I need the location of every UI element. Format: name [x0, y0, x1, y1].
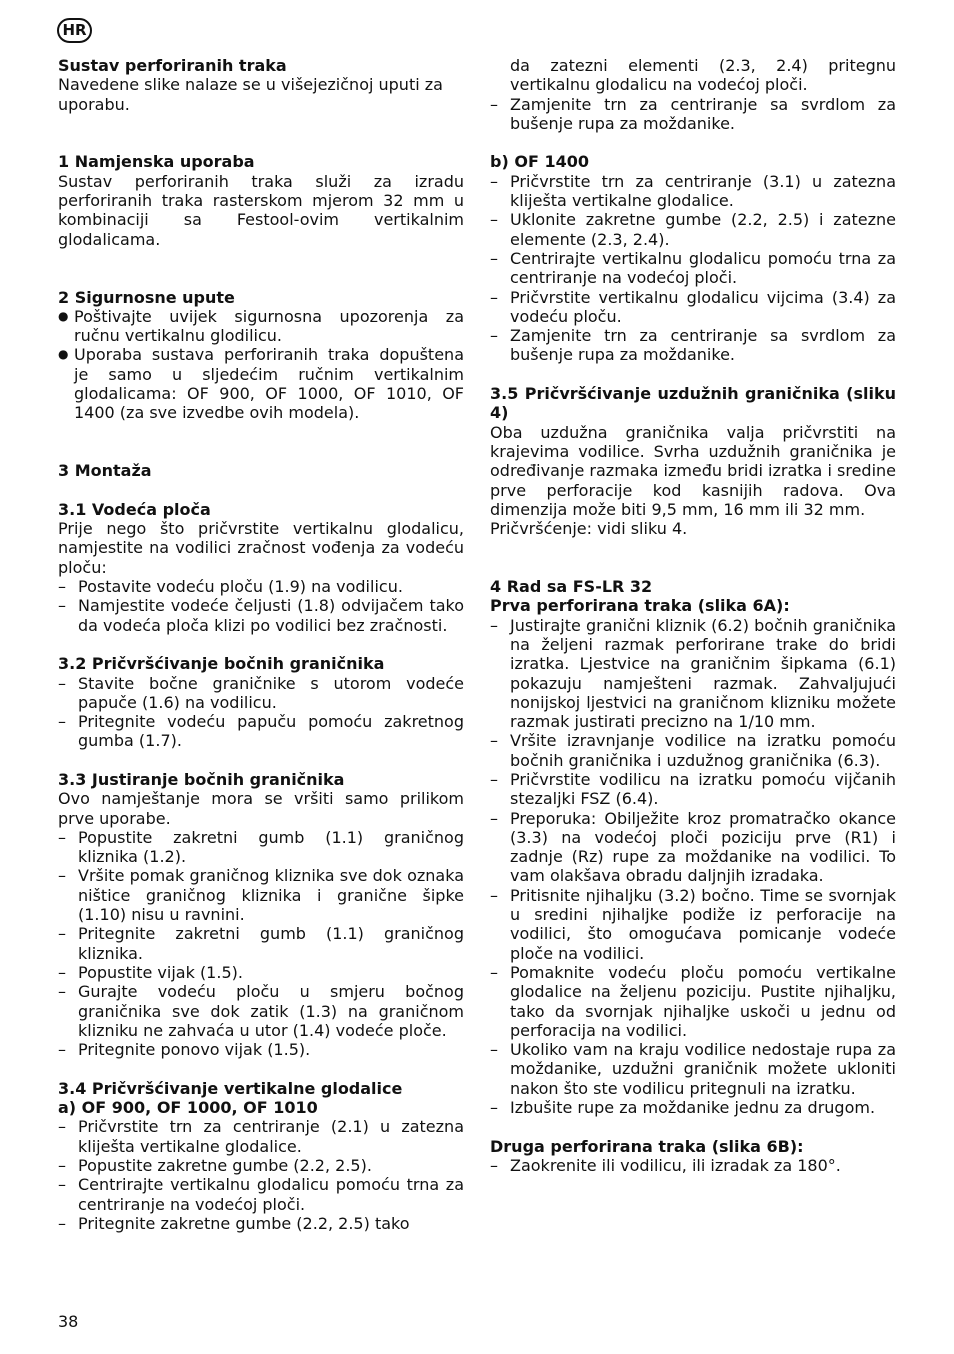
section-1-text: Sustav perforiranih traka služi za izradu perforiranih traka rasterskom mjerom 32 mm u kombinaciji sa Festool-ovim vertikalnim glodalicama.	[58, 171, 464, 249]
right-column	[490, 56, 896, 1175]
section-4a-list	[490, 616, 896, 1118]
language-badge: HR	[57, 18, 92, 43]
list-item: – Zamjenite trn za centriranje sa svrdlom za bušenje rupa za moždanike.	[490, 95, 896, 134]
list-item: – Pritegnite ponovo vijak (1.5).	[58, 1040, 464, 1059]
list-item: – Pritegnite zakretne gumbe (2.2, 2.5) tako	[58, 1214, 464, 1233]
section-3-4-title: 3.4 Pričvršćivanje vertikalne glodalice	[58, 1078, 403, 1098]
page-number: 38	[58, 1312, 79, 1331]
section-4b-list	[490, 1156, 896, 1175]
list-item: – Uklonite zakretne gumbe (2.2, 2.5) i zatezne elemente (2.3, 2.4).	[490, 210, 896, 249]
list-item: – Justirajte granični kliznik (6.2) bočnih graničnika na željeni razmak perforirane trake do bridi izratka. Ljestvice na graničnim šipkama (6.1) pokazuju namješteni razmak. Zahvaljujući nonijskoj ljestvici na graničnom klizniku možete razmak justirati precizno na 1/10 mm.	[490, 616, 896, 732]
list-item: ● Uporaba sustava perforiranih traka dopuštena je samo u sljedećim ručnim vertikalnim glodalicama: OF 900, OF 1000, OF 1010, OF 1400 (za sve izvedbe ovih modela).	[58, 345, 464, 422]
list-item: – Ukoliko vam na kraju vodilice nedostaje rupa za moždanike, uzdužni graničnik možete ukloniti nakon što ste vodilicu pritegnuli na izratku.	[490, 1040, 896, 1098]
section-4b-title: Druga perforirana traka (slika 6B):	[490, 1136, 804, 1156]
section-3-3-list	[58, 828, 464, 1060]
safety-list	[58, 307, 464, 423]
intro-title: Sustav perforiranih traka	[58, 56, 287, 75]
list-item: – Pritisnite njihaljku (3.2) bočno. Time se svornjak u sredini njihaljke podiže iz perforacije na vodilici, što omogućava pomicanje vodeće ploče na vodilici.	[490, 886, 896, 963]
left-column	[58, 56, 464, 1233]
list-item: – Zaokrenite ili vodilicu, ili izradak za 180°.	[490, 1156, 896, 1175]
section-3-2-title: 3.2 Pričvršćivanje bočnih graničnika	[58, 654, 385, 674]
section-3-4b-title: b) OF 1400	[490, 152, 589, 172]
list-item: – Preporuka: Obilježite kroz promatračko okance (3.3) na vodećoj ploči poziciju prve (R1) i zadnje (Rz) rupe za moždanike na vodilici. To vam olakšava obradu daljnjih izradaka.	[490, 809, 896, 886]
section-3-5-text-2: Pričvršćenje: vidi sliku 4.	[490, 519, 688, 539]
list-item: – Pričvrstite trn za centriranje (3.1) u zatezna kliješta vertikalne glodalice.	[490, 172, 896, 211]
section-3-1-text: Prije nego što pričvrstite vertikalnu glodalicu, namjestite na vodilici zračnost vođenja za vodeću ploču:	[58, 519, 464, 577]
list-item: – Vršite izravnjanje vodilice na izratku pomoću bočnih graničnika i uzdužnog graničnika (6.3).	[490, 731, 896, 770]
list-item: – Pomaknite vodeću ploču pomoću vertikalne glodalice na željenu poziciju. Pustite njihaljku, tako da svornjak njihaljke uskoči u jednu od perforacija na vodilici.	[490, 963, 896, 1040]
section-3-5-text: Oba uzdužna graničnika valja pričvrstiti na krajevima vodilice. Svrha uzdužnih graničnika je određivanje razmaka između bridi izratka i sredine prve perforacije kod kasnijih radova. Ova dimenzija može biti 9,5 mm, 16 mm ili 32 mm.	[490, 422, 896, 519]
section-3-4b-list	[490, 172, 896, 365]
section-3-3-title: 3.3 Justiranje bočnih graničnika	[58, 769, 345, 789]
section-3-5-title: 3.5 Pričvršćivanje uzdužnih graničnika (sliku 4)	[490, 384, 896, 423]
continued-list	[490, 95, 896, 134]
section-3-2-list	[58, 674, 464, 751]
list-item: – Popustite zakretne gumbe (2.2, 2.5).	[58, 1156, 464, 1175]
section-3-4a-list	[58, 1117, 464, 1233]
list-item: – Centrirajte vertikalnu glodalicu pomoću trna za centriranje na vodećoj ploči.	[490, 249, 896, 288]
list-item: – Stavite bočne graničnike s utorom vodeće papuče (1.6) na vodilicu.	[58, 674, 464, 713]
list-item: – Postavite vodeću ploču (1.9) na vodilicu.	[58, 577, 464, 596]
continued-text: da zatezni elementi (2.3, 2.4) pritegnu vertikalnu glodalicu na vodećoj ploči.	[510, 56, 896, 95]
list-item: ● Poštivajte uvijek sigurnosna upozorenja za ručnu vertikalnu glodilicu.	[58, 307, 464, 346]
intro-text: Navedene slike nalaze se u višejezičnoj uputi za uporabu.	[58, 75, 443, 114]
section-3-1-list	[58, 577, 464, 635]
list-item: – Pritegnite vodeću papuču pomoću zakretnog gumba (1.7).	[58, 712, 464, 751]
section-3-1-title: 3.1 Vodeća ploča	[58, 499, 211, 519]
list-item: – Pričvrstite trn za centriranje (2.1) u zatezna kliješta vertikalne glodalice.	[58, 1117, 464, 1156]
section-1-title: 1 Namjenska uporaba	[58, 152, 255, 172]
list-item: – Popustite vijak (1.5).	[58, 963, 464, 982]
section-4-title: 4 Rad sa FS-LR 32	[490, 577, 653, 597]
list-item: – Vršite pomak graničnog kliznika sve dok oznaka ništice graničnog kliznika i graničnе šipke (1.10) nisu u ravnini.	[58, 866, 464, 924]
list-item: – Centrirajte vertikalnu glodalicu pomoću trna za centriranje na vodećoj ploči.	[58, 1175, 464, 1214]
list-item: – Pričvrstite vodilicu na izratku pomoću vijčanih stezaljki FSZ (6.4).	[490, 770, 896, 809]
list-item: – Popustite zakretni gumb (1.1) graničnog kliznika (1.2).	[58, 828, 464, 867]
section-4a-title: Prva perforirana traka (slika 6A):	[490, 596, 790, 616]
list-item: – Pritegnite zakretni gumb (1.1) graničnog kliznika.	[58, 924, 464, 963]
section-3-title: 3 Montaža	[58, 461, 152, 481]
list-item: – Pričvrstite vertikalnu glodalicu vijcima (3.4) za vodeću ploču.	[490, 288, 896, 327]
section-3-3-text: Ovo namještanje mora se vršiti samo prilikom prve uporabe.	[58, 789, 464, 828]
list-item: – Izbušite rupe za moždanike jednu za drugom.	[490, 1098, 896, 1117]
list-item: – Gurajte vodeću ploču u smjeru bočnog graničnika sve dok zatik (1.3) na graničnom klizniku ne zahvaća u utor (1.4) vodeće ploče.	[58, 982, 464, 1040]
list-item: – Zamjenite trn za centriranje sa svrdlom za bušenje rupa za moždanike.	[490, 326, 896, 365]
section-3-4a-title: a) OF 900, OF 1000, OF 1010	[58, 1098, 318, 1118]
list-item: – Namjestite vodeće čeljusti (1.8) odvijačem tako da vodeća ploča klizi po vodilici bez zračnosti.	[58, 596, 464, 635]
section-2-title: 2 Sigurnosne upute	[58, 287, 235, 307]
